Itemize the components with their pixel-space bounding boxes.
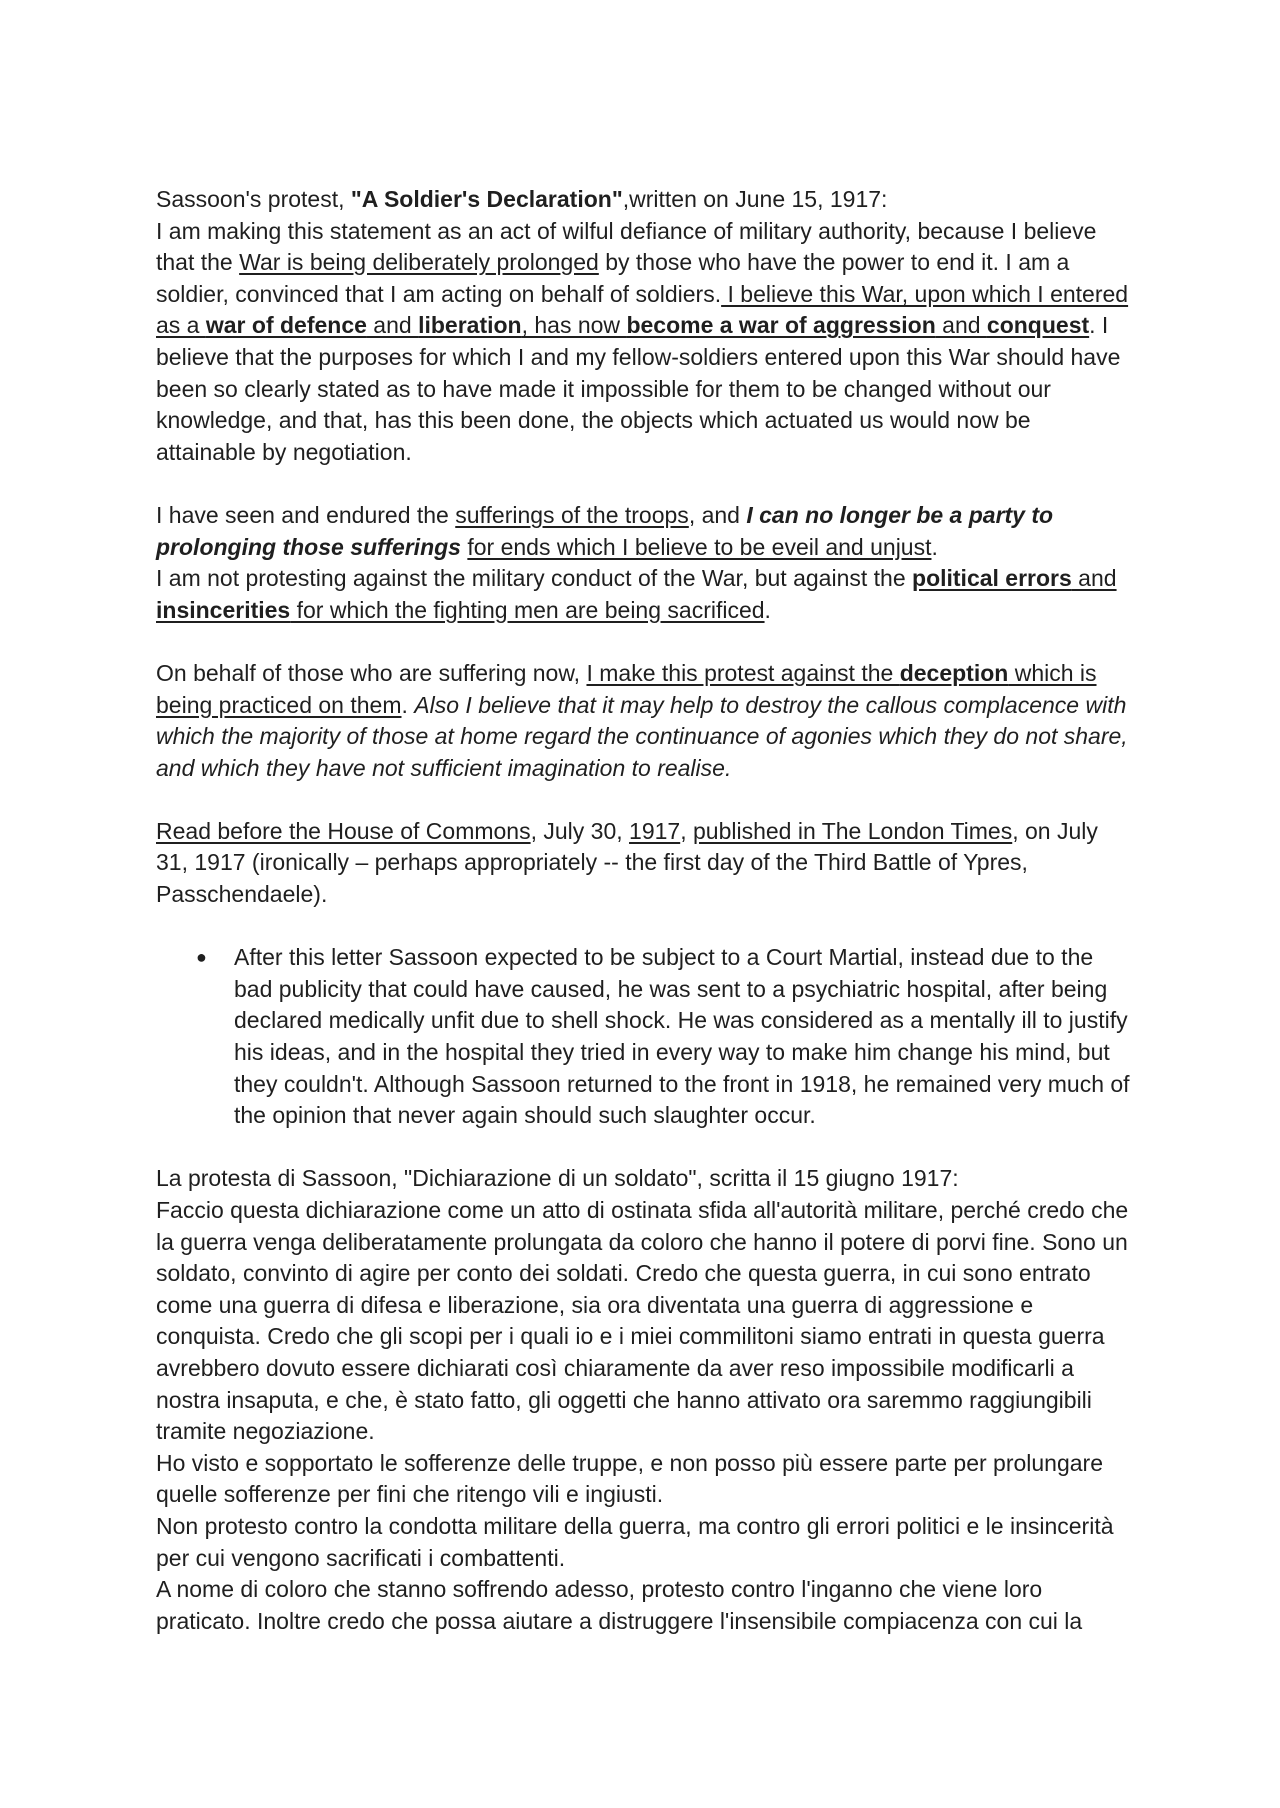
bullet-text: After this letter Sassoon expected to be subject to a Court Martial, instead due to the bad publicity that could have caused, he was sent to a psychiatric hospital, after being declared medically unfit due to shell shock. He was considered as a mentally ill to justify his ideas, and in the hospital they tried in every way to make him change his mind, but they couldn't. Although Sassoon returned to the front in 1918, he remained very much of the opinion that never again should such slaughter occur. (234, 944, 1130, 1129)
paragraph-gap (156, 911, 1136, 943)
underlined-run: War is being deliberately prolonged (239, 249, 599, 276)
bold-underlined-run: insincerities (156, 596, 291, 623)
heading-date: ,written on June 15, 1917: (622, 186, 888, 212)
bold-underlined-run: war of defence (205, 312, 367, 339)
bold-underlined-run: become a war of aggression (626, 312, 936, 339)
list-item (156, 942, 1136, 1132)
italian-paragraph-1: Faccio questa dichiarazione come un atto di ostinata sfida all'autorità militare, perché credo che la guerra venga deliberatamente prolungata da coloro che hanno il potere di porvi fine. Sono un soldato, convinto di agire per conto dei soldati. Credo che questa guerra, in cui sono entrato come una guerra di difesa e liberazione, sia ora diventata una guerra di aggressione e conquista. Credo che gli scopi per i quali io e i miei commilitoni siamo entrati in questa guerra avrebbero dovuto essere dichiarati così chiaramente da aver reso impossibile modificarli a nostra insaputa, e che, è stato fatto, gli oggetti che hanno attivato ora saremmo raggiungibili tramite negoziazione. (156, 1197, 1129, 1445)
underlined-run: which is being practiced on them (156, 659, 1097, 718)
italian-paragraph-3: Non protesto contro la condotta militare della guerra, ma contro gli errori politici e le insincerità per cui vengono sacrificati i combattenti. (156, 1512, 1114, 1571)
underlined-run: for ends which I believe to be eveil and unjust (467, 533, 932, 560)
text-run: , and (688, 501, 747, 528)
bold-underlined-run: liberation (418, 312, 522, 339)
bold-underlined-run: conquest (986, 312, 1090, 339)
underlined-run: I make this protest against the (586, 659, 900, 686)
text-run: . (931, 533, 938, 560)
italian-paragraph-2: Ho visto e sopportato le sofferenze delle truppe, e non posso più essere parte per prolungare quelle sofferenze per fini che ritengo vili e ingiusti. (156, 1449, 1104, 1508)
text-run: I am not protesting against the military conduct of the War, but against the (156, 565, 913, 592)
text-run: I have seen and endured the (156, 501, 456, 528)
bold-underlined-run: political errors (912, 565, 1072, 592)
text-run: by those who have the power to end it. I am a soldier, convinced that I am acting on behalf of soldiers. (156, 249, 1070, 307)
text-run: , on July 31, 1917 (ironically – perhaps appropriately -- the first day of the Third Battle of Ypres, Passchendaele). (156, 817, 1098, 908)
bullet-icon: ● (196, 947, 207, 968)
paragraph-gap (156, 468, 1136, 500)
paragraph-gap (156, 1132, 1136, 1164)
underlined-run: and (366, 312, 419, 339)
english-paragraph-2 (156, 500, 1136, 563)
bold-underlined-run: deception (899, 659, 1009, 686)
text-run: I am making this statement as an act of wilful defiance of military authority, because I believe that the (156, 217, 1097, 276)
underlined-run: published in The London Times (692, 817, 1013, 844)
underlined-run: 1917 (629, 817, 681, 844)
underlined-run: and (935, 312, 987, 339)
text-run: , (680, 817, 693, 844)
underlined-run: I believe this War, upon which I entered as a (156, 280, 1129, 339)
bullet-list (156, 942, 1136, 1132)
text-run: , July 30, (530, 817, 630, 844)
italian-heading: La protesta di Sassoon, "Dichiarazione di un soldato", scritta il 15 giugno 1917: (156, 1165, 959, 1192)
english-heading (156, 184, 1136, 216)
underlined-run: , has now (521, 312, 627, 339)
document-page (156, 184, 1136, 1637)
text-run: . (401, 691, 415, 718)
underlined-run: sufferings of the troops (455, 501, 689, 528)
paragraph-gap (156, 626, 1136, 658)
italian-paragraph-4: A nome di coloro che stanno soffrendo adesso, protesto contro l'inganno che viene loro praticato. Inoltre credo che possa aiutare a distruggere l'insensibile compiacenza con cui la (156, 1576, 1083, 1634)
underlined-run: and (1071, 565, 1117, 592)
text-run: . (764, 596, 771, 623)
heading-lead: Sassoon's protest, (156, 186, 351, 212)
english-paragraph-1 (156, 216, 1136, 469)
text-run: On behalf of those who are suffering now, (156, 659, 587, 686)
paragraph-gap (156, 784, 1136, 816)
text-run: . I believe that the purposes for which I and my fellow-soldiers entered upon this War should have been so clearly stated as to have made it impossible for them to be changed without our knowledge, and that, has this been done, the objects which actuated us would now be attainable by negotiation. (156, 312, 1121, 465)
bold-italic-run: I can no longer be a party to prolonging those sufferings (156, 501, 1054, 560)
underlined-run: Read before the House of Commons (156, 817, 531, 844)
underlined-run: for which the fighting men are being sacrificed (290, 596, 765, 623)
english-paragraph-3 (156, 563, 1136, 626)
italic-run: Also I believe that it may help to destroy the callous complacence with which the majority of those at home regard the continuance of agonies which they do not share, and which they have not sufficient imagination to realise. (156, 691, 1128, 781)
english-paragraph-5 (156, 816, 1136, 911)
english-paragraph-4 (156, 658, 1136, 784)
declaration-title: "A Soldier's Declaration" (350, 186, 623, 212)
